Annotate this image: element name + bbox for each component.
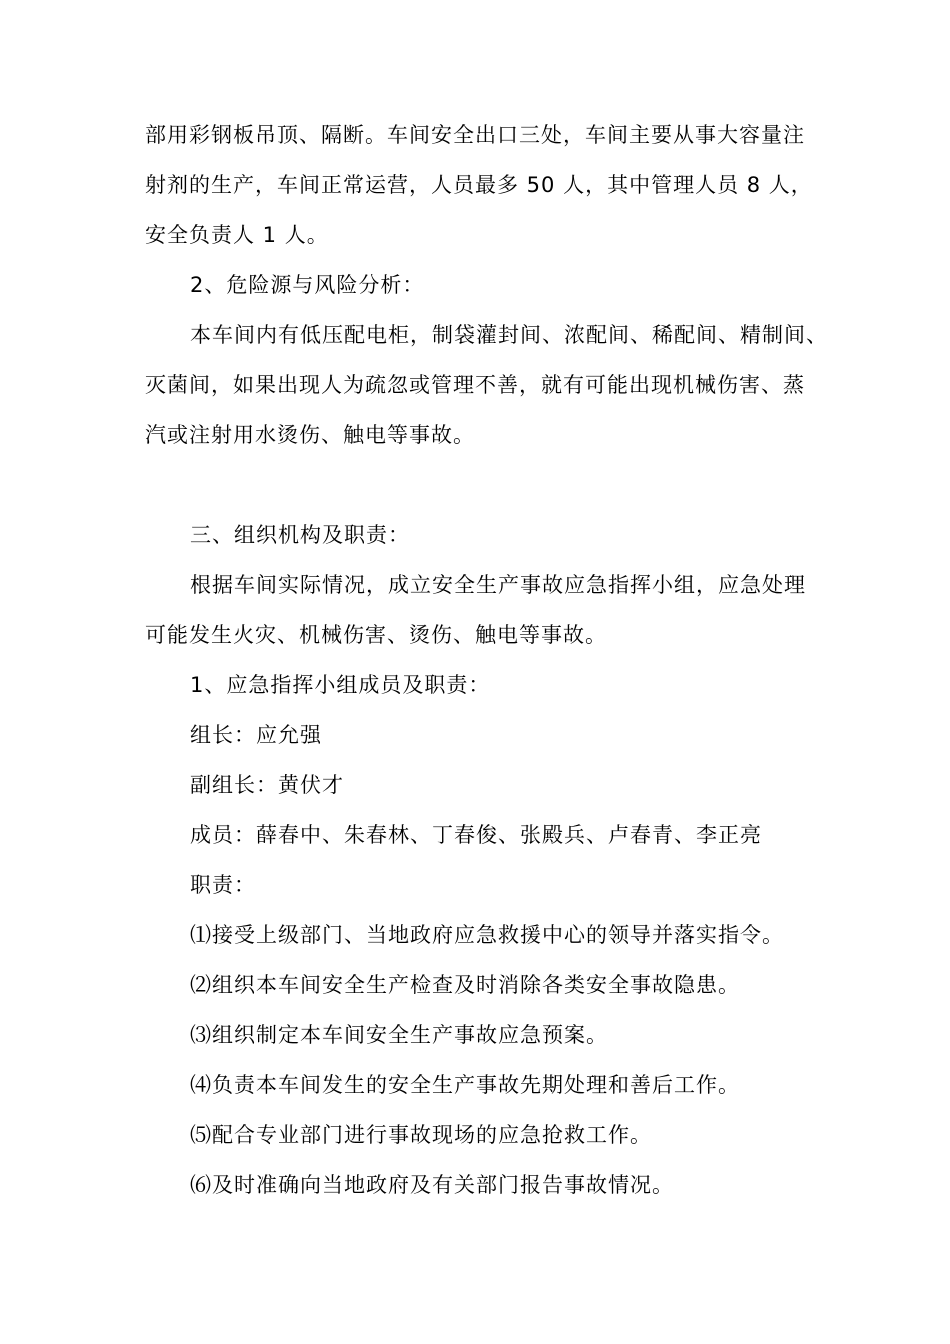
duty-item: ⑹及时准确向当地政府及有关部门报告事故情况。 (190, 1173, 674, 1197)
section-heading: 三、组织机构及职责： (190, 523, 410, 547)
subsection-heading: 2、危险源与风险分析： (190, 273, 425, 297)
duty-item: ⑴接受上级部门、当地政府应急救援中心的领导并落实指令。 (190, 923, 784, 947)
body-text-line: 射剂的生产，车间正常运营，人员最多 50 人，其中管理人员 8 人， (145, 173, 813, 197)
body-text-line: 汽或注射用水烫伤、触电等事故。 (145, 423, 475, 447)
subsection-heading: 1、应急指挥小组成员及职责： (190, 673, 491, 697)
duty-item: ⑷负责本车间发生的安全生产事故先期处理和善后工作。 (190, 1073, 740, 1097)
team-members: 成员：薛春中、朱春林、丁春俊、张殿兵、卢春青、李正亮 (190, 823, 762, 847)
body-text-line: 本车间内有低压配电柜，制袋灌封间、浓配间、稀配间、精制间、 (190, 323, 828, 347)
body-text-line: 部用彩钢板吊顶、隔断。车间安全出口三处，车间主要从事大容量注 (145, 123, 805, 147)
body-text-line: 根据车间实际情况，成立安全生产事故应急指挥小组，应急处理 (190, 573, 806, 597)
body-text-line: 安全负责人 1 人。 (145, 223, 329, 247)
body-text-line: 灭菌间，如果出现人为疏忽或管理不善，就有可能出现机械伤害、蒸 (145, 373, 805, 397)
duty-item: ⑸配合专业部门进行事故现场的应急抢救工作。 (190, 1123, 652, 1147)
team-leader: 组长：应允强 (190, 723, 322, 747)
team-deputy: 副组长：黄伏才 (190, 773, 344, 797)
duty-item: ⑶组织制定本车间安全生产事故应急预案。 (190, 1023, 608, 1047)
body-text-line: 可能发生火灾、机械伤害、烫伤、触电等事故。 (145, 623, 607, 647)
duties-label: 职责： (190, 873, 256, 897)
duty-item: ⑵组织本车间安全生产检查及时消除各类安全事故隐患。 (190, 973, 740, 997)
